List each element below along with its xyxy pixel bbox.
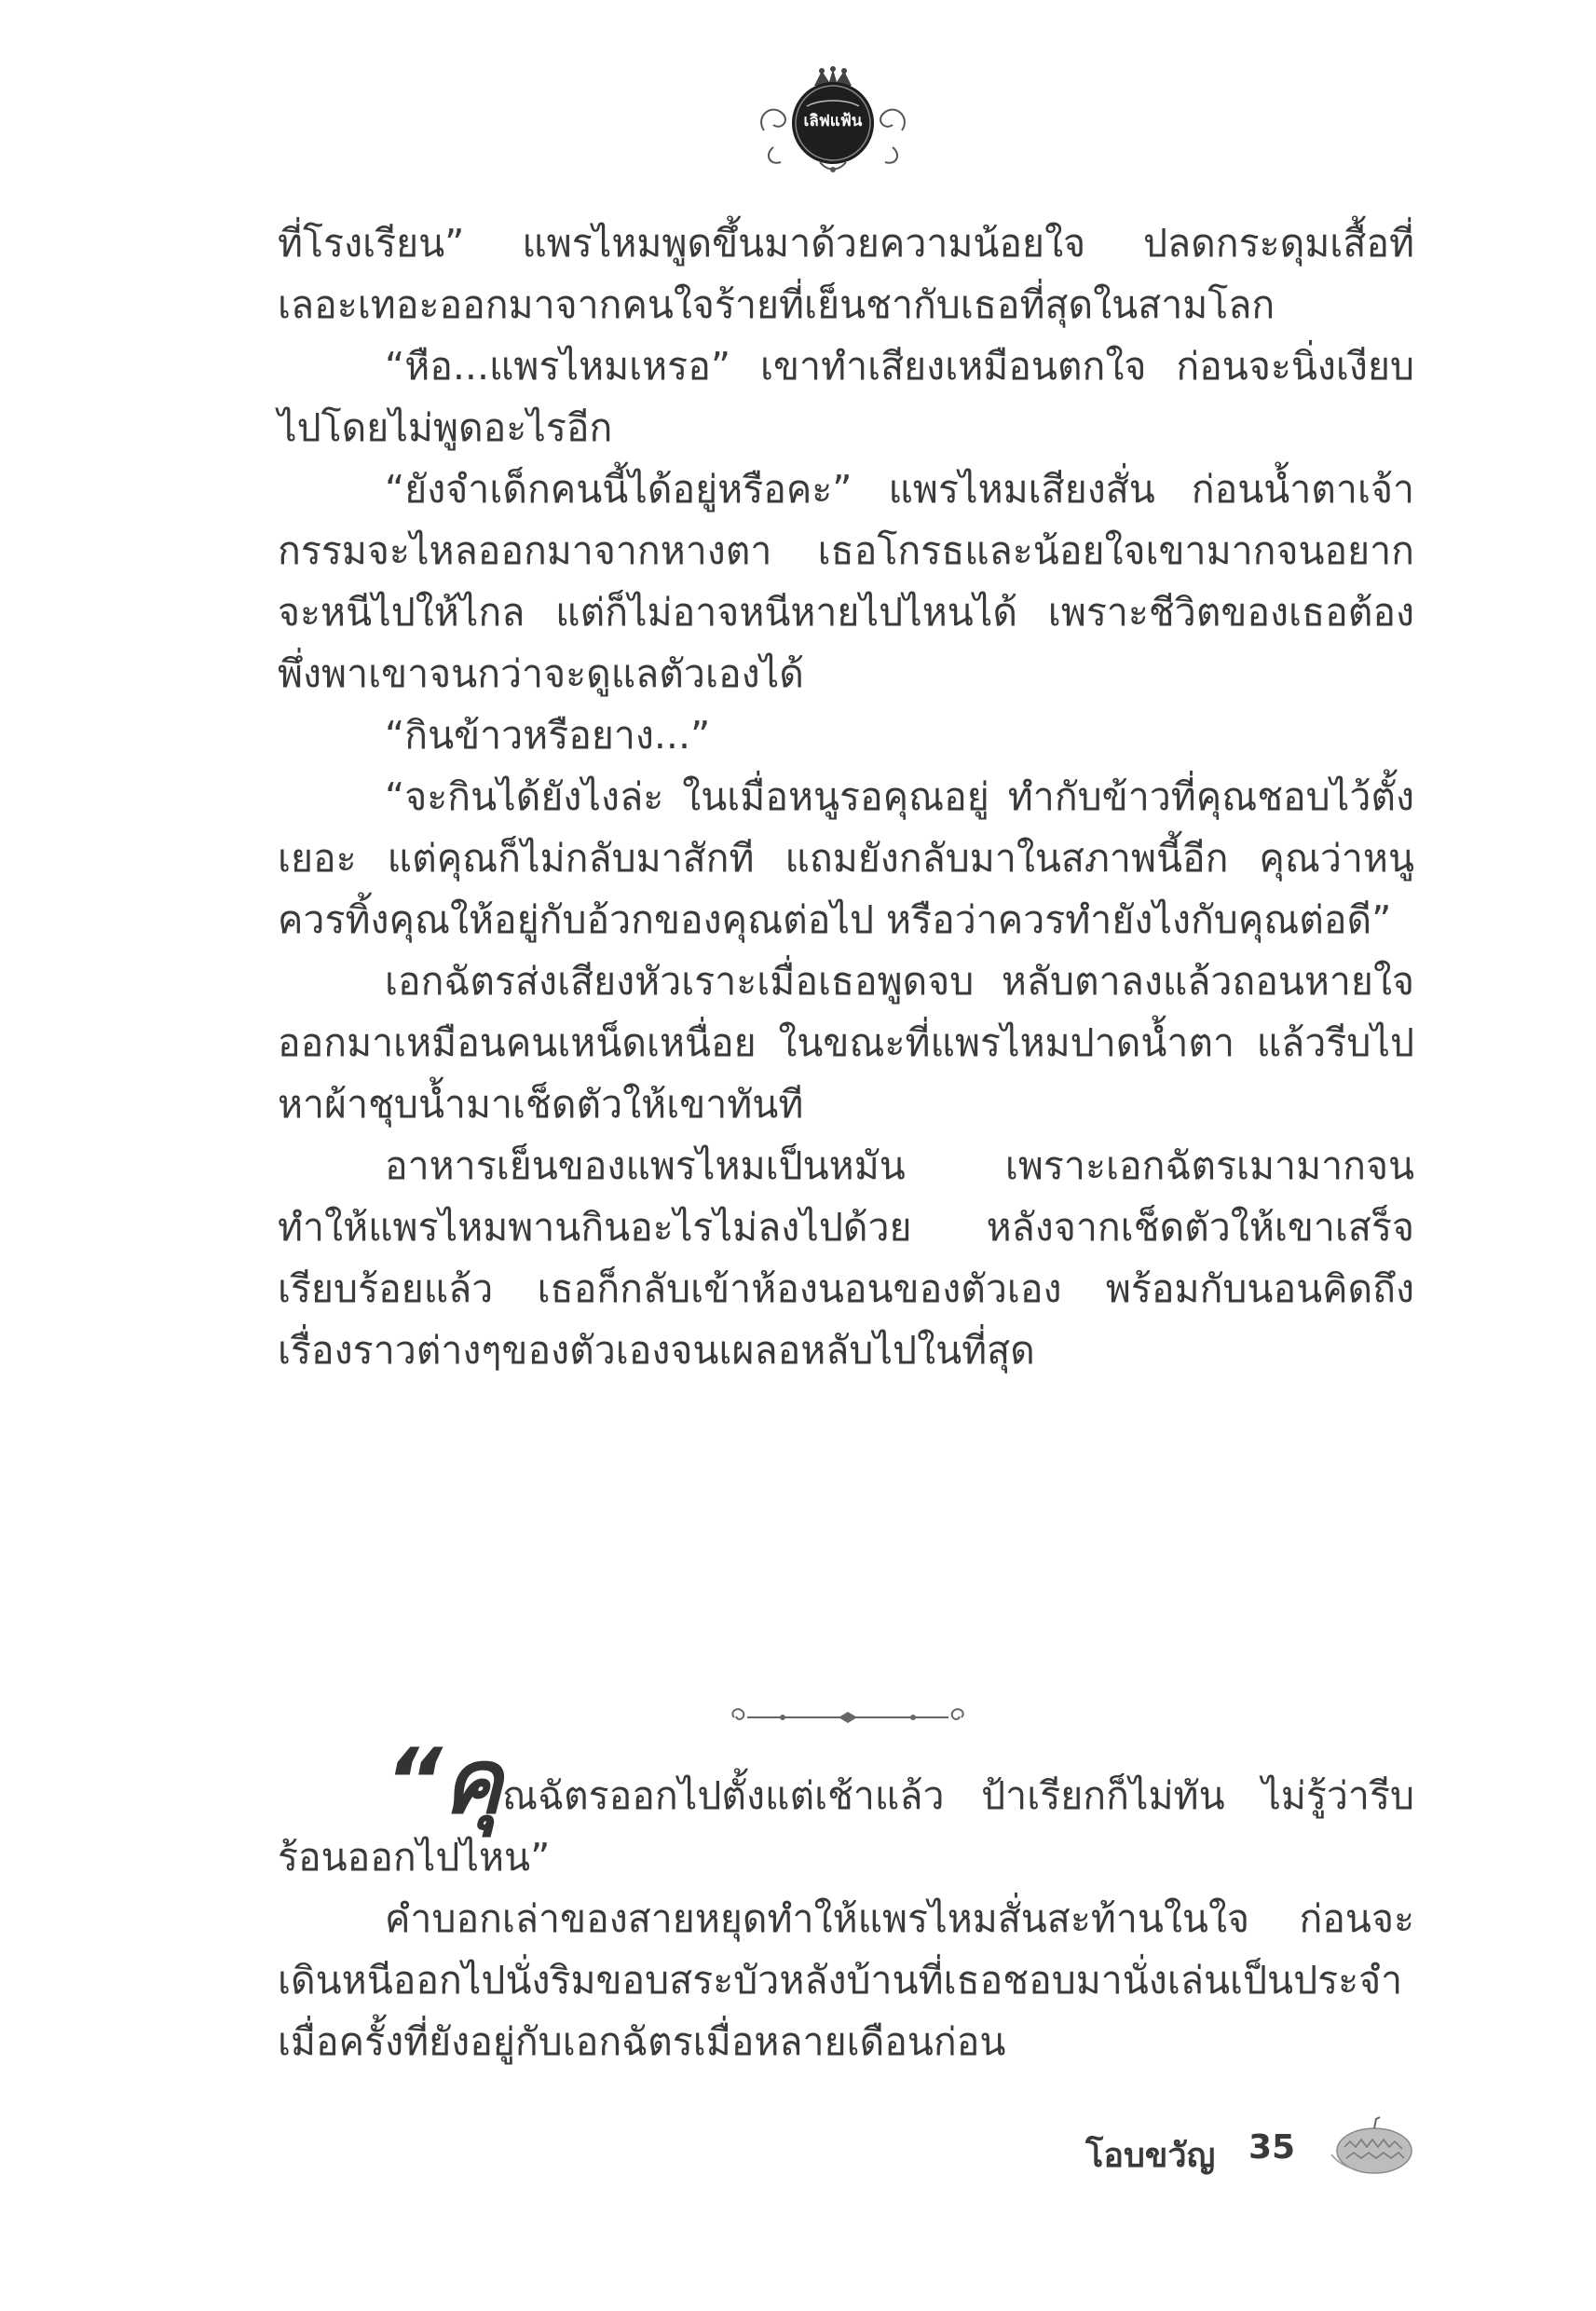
section-divider-ornament-icon: [727, 1703, 969, 1731]
drop-cap: “คุ: [385, 1730, 503, 1834]
paragraph-9: คำบอกเล่าของสายหยุดทำให้แพรไหมสั่นสะท้านในใจ ก่อนจะเดินหนีออกไปนั่งริมขอบสระบัวหลังบ้านที่เธอชอบมานั่งเล่นเป็นประจำเมื่อครั้งที่ยังอยู่กับเอกฉัตรเมื่อหลายเดือนก่อน: [278, 1896, 1414, 2064]
running-footer-title: โอบขวัญ: [1085, 2137, 1216, 2175]
logo-text: เลิฟแฟ้น: [803, 112, 863, 130]
body-text-section-1: [278, 212, 1414, 1381]
paragraph-4: “กินข้าวหรือยาง...”: [385, 713, 711, 758]
paragraph-1: ที่โรงเรียน” แพรไหมพูดขึ้นมาด้วยความน้อยใจ ปลดกระดุมเสื้อที่เลอะเทอะออกมาจากคนใจร้ายที่เย็นชากับเธอที่สุดในสามโลก: [278, 221, 1414, 327]
publisher-logo: [755, 65, 911, 175]
paragraph-6: เอกฉัตรส่งเสียงหัวเราะเมื่อเธอพูดจบ หลับตาลงแล้วถอนหายใจออกมาเหมือนคนเหน็ดเหนื่อย ในขณะที่แพรไหมปาดน้ำตา แล้วรีบไปหาผ้าชุบน้ำมาเช็ดตัวให้เขาทันที: [278, 959, 1414, 1127]
dropcap-paragraph-text: ณฉัตรออกไปตั้งแต่เช้าแล้ว ป้าเรียกก็ไม่ทัน ไม่รู้ว่ารีบร้อนออกไปไหน”: [278, 1773, 1414, 1880]
paragraph-7: อาหารเย็นของแพรไหมเป็นหมัน เพราะเอกฉัตรเมามากจนทำให้แพรไหมพานกินอะไรไม่ลงไปด้วย หลังจากเช็ดตัวให้เขาเสร็จเรียบร้อยแล้ว เธอก็กลับเข้าห้องนอนของตัวเอง พร้อมกับนอนคิดถึงเรื่องราวต่างๆของตัวเองจนเผลอหลับไปในที่สุด: [278, 1143, 1414, 1373]
page-number: 35: [1248, 2128, 1296, 2167]
body-text-section-2: [278, 1730, 1414, 2072]
dropcap-paragraph: [278, 1730, 1414, 1888]
paragraph-3: “ยังจำเด็กคนนี้ได้อยู่หรือคะ” แพรไหมเสียงสั่น ก่อนน้ำตาเจ้ากรรมจะไหลออกมาจากหางตา เธอโกรธและน้อยใจเขามากจนอยากจะหนีไปให้ไกล แต่ก็ไม่อาจหนีหายไปไหนได้ เพราะชีวิตของเธอต้องพึ่งพาเขาจนกว่าจะดูแลตัวเองได้: [278, 467, 1414, 696]
paragraph-5: “จะกินได้ยังไงล่ะ ในเมื่อหนูรอคุณอยู่ ทำกับข้าวที่คุณชอบไว้ตั้งเยอะ แต่คุณก็ไม่กลับมาสักที แถมยังกลับมาในสภาพนี้อีก คุณว่าหนูควรทิ้งคุณให้อยู่กับอ้วกของคุณต่อไป หรือว่าควรทำยังไงกับคุณต่อดี”: [278, 774, 1414, 942]
durian-icon: [1328, 2113, 1416, 2179]
paragraph-2: “หือ...แพรไหมเหรอ” เขาทำเสียงเหมือนตกใจ ก่อนจะนิ่งเงียบไปโดยไม่พูดอะไรอีก: [278, 344, 1414, 450]
